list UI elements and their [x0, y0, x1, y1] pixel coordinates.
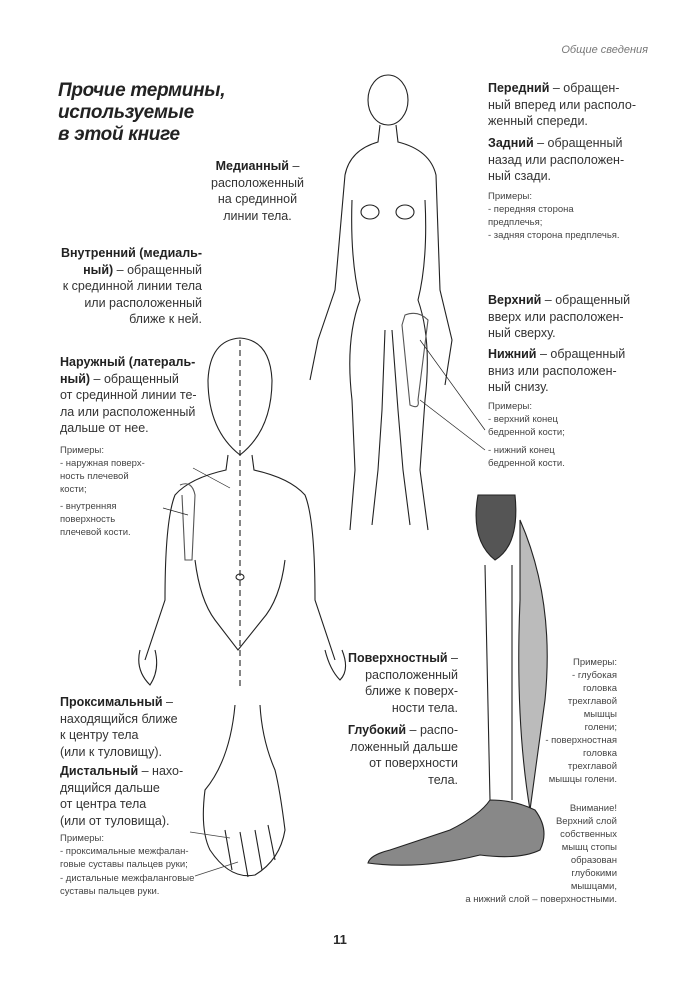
term-definition: – обращенный вверх или расположен- ный сверху. — [488, 293, 631, 340]
term-definition: – обращенный вниз или расположен- ный снизу. — [488, 347, 626, 394]
term-median — [200, 158, 315, 224]
section-title: Прочие термины, используемые в этой книге — [58, 80, 226, 145]
term-superficial — [330, 650, 458, 716]
term-definition: – расположенный на срединной линии тела. — [211, 159, 304, 223]
term-inner — [40, 245, 202, 328]
term-label: Задний — [488, 136, 534, 150]
prox-dist-examples: Примеры: - проксимальные межфалан- говые суставы пальцев руки; — [60, 833, 189, 870]
outer-examples-2: - внутренняя поверхность плечевой кости. — [60, 501, 131, 538]
hand-illustration — [190, 705, 285, 877]
term-deep — [330, 722, 458, 788]
front-back-examples: Примеры: - передняя сторона предплечья; - задняя сторона предплечья. — [488, 191, 620, 241]
term-upper — [488, 292, 658, 342]
term-label: Поверхностный — [348, 651, 448, 665]
term-label: Верхний — [488, 293, 542, 307]
outer-examples: Примеры: - наружная поверх- ность плечевой кости; — [60, 445, 145, 495]
standing-figure-illustration — [310, 75, 452, 530]
term-definition: – обращенный назад или расположен- ный сзади. — [488, 136, 625, 183]
running-header: Общие сведения — [561, 44, 648, 56]
term-definition: – нахо- дящийся дальше от центра тела (или от туловища). — [60, 764, 184, 828]
term-definition: – обращенный от срединной линии те- ла или расположенный дальше от нее. — [60, 371, 197, 435]
term-definition: – обращен- ный вперед или располо- женный спереди. — [488, 81, 636, 128]
term-label: Глубокий — [347, 723, 407, 737]
term-label: Внутренний (медиаль- ный) — [60, 246, 202, 277]
term-label: Дистальный — [60, 764, 139, 778]
term-label: Передний — [488, 81, 550, 95]
term-lower — [488, 346, 658, 396]
term-label: Проксимальный — [60, 695, 163, 709]
term-definition: – обращенный к срединной линии тела или расположенный ближе к ней. — [62, 262, 202, 326]
term-back — [488, 135, 658, 185]
term-label: Наружный (латераль- ный) — [60, 355, 196, 386]
foot-attention-note: Внимание! Верхний слой собственных мышц стопы образован глубокими мышцами, а нижний слой – поверхностными. — [465, 803, 617, 905]
term-proximal — [60, 694, 190, 760]
upper-lower-examples-2: - нижний конец бедренной кости. — [488, 445, 565, 469]
term-definition: – находящийся ближе к центру тела (или к туловищу). — [60, 695, 178, 759]
term-definition: – распо- ложенный дальше от поверхности тела. — [350, 723, 458, 787]
upper-lower-examples: Примеры: - верхний конец бедренной кости; — [488, 401, 565, 438]
term-outer — [60, 354, 210, 437]
term-front — [488, 80, 658, 130]
term-definition: – расположенный ближе к поверх- ности тела. — [365, 651, 458, 715]
term-distal — [60, 763, 190, 829]
term-label: Нижний — [488, 347, 537, 361]
leg-examples: Примеры: - глубокая головка трехглавой мышцы голени; - поверхностная головка трехглавой мышцы голени. — [545, 657, 617, 785]
prox-dist-examples-2: - дистальные межфаланговые суставы пальцев руки. — [60, 873, 195, 897]
page-number: 11 — [333, 932, 347, 947]
term-label: Медианный — [215, 159, 289, 173]
